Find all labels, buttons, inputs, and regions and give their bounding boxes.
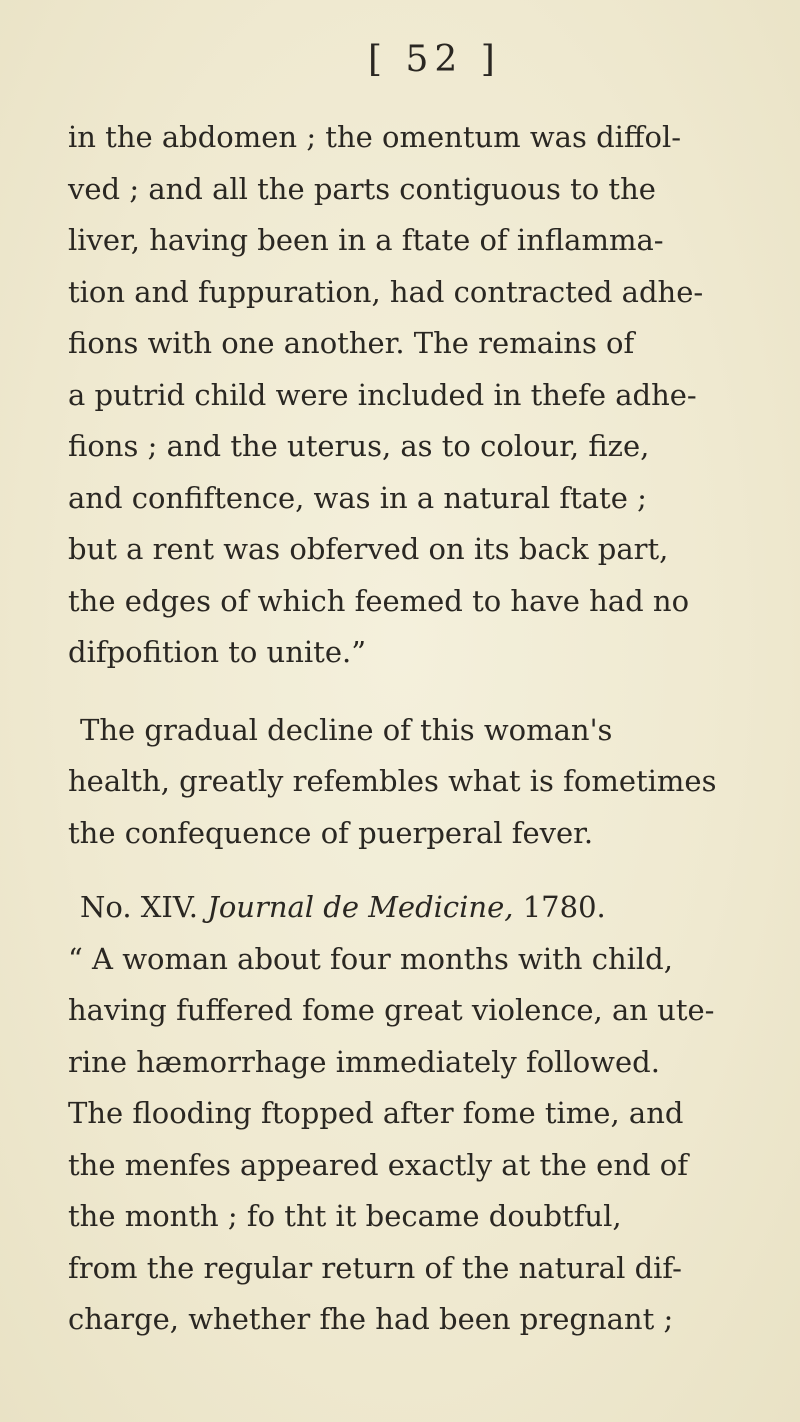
text-line: difpofition to unite.”	[68, 635, 367, 669]
paragraph-spacer	[68, 679, 768, 705]
text-line: health, greatly refembles what is fometimes	[68, 764, 717, 798]
citation-journal: Journal de Medicine,	[207, 890, 514, 924]
text-line: from the regular return of the natural dif-	[68, 1250, 682, 1285]
text-line: in the abdomen ; the omentum was diffol-	[68, 120, 682, 154]
text-line: ved ; and all the parts contiguous to the	[68, 171, 656, 206]
citation-prefix: No. XIV.	[80, 890, 208, 924]
text-line: the month ; fo tht it became doubtful,	[68, 1199, 622, 1233]
page-number: [ 52 ]	[368, 39, 501, 80]
text-line: but a rent was obferved on its back part,	[68, 532, 669, 566]
body-text	[68, 112, 768, 1346]
text-line: fions with one another. The remains of	[68, 326, 635, 360]
text-line: fions ; and the uterus, as to colour, fize,	[68, 429, 650, 463]
text-line: a putrid child were included in thefe adhe-	[68, 377, 697, 412]
text-line: The flooding ftopped after fome time, and	[68, 1096, 684, 1130]
text-line: having fuffered fome great violence, an ute-	[68, 993, 715, 1027]
text-line: tion and fuppuration, had contracted adhe-	[68, 274, 704, 309]
text-line: rine hæmorrhage immediately followed.	[68, 1044, 660, 1079]
paragraph-3	[68, 882, 768, 1346]
text-line: the edges of which feemed to have had no	[68, 583, 690, 618]
text-line: “ A woman about four months with child,	[68, 941, 673, 976]
text-line: and confiftence, was in a natural ftate ;	[68, 480, 647, 515]
paragraph-2	[68, 705, 768, 860]
paragraph-spacer	[68, 859, 768, 882]
paragraph-1	[68, 112, 768, 679]
text-line: the menfes appeared exactly at the end of	[68, 1147, 688, 1182]
text-line: liver, having been in a ftate of inflamma-	[68, 223, 664, 257]
citation-line	[68, 882, 768, 934]
text-line: charge, whether fhe had been pregnant ;	[68, 1302, 674, 1336]
text-line: The gradual decline of this woman's	[80, 712, 613, 747]
text-line: the confequence of puerperal fever.	[68, 815, 594, 850]
citation-year: 1780.	[513, 890, 606, 924]
